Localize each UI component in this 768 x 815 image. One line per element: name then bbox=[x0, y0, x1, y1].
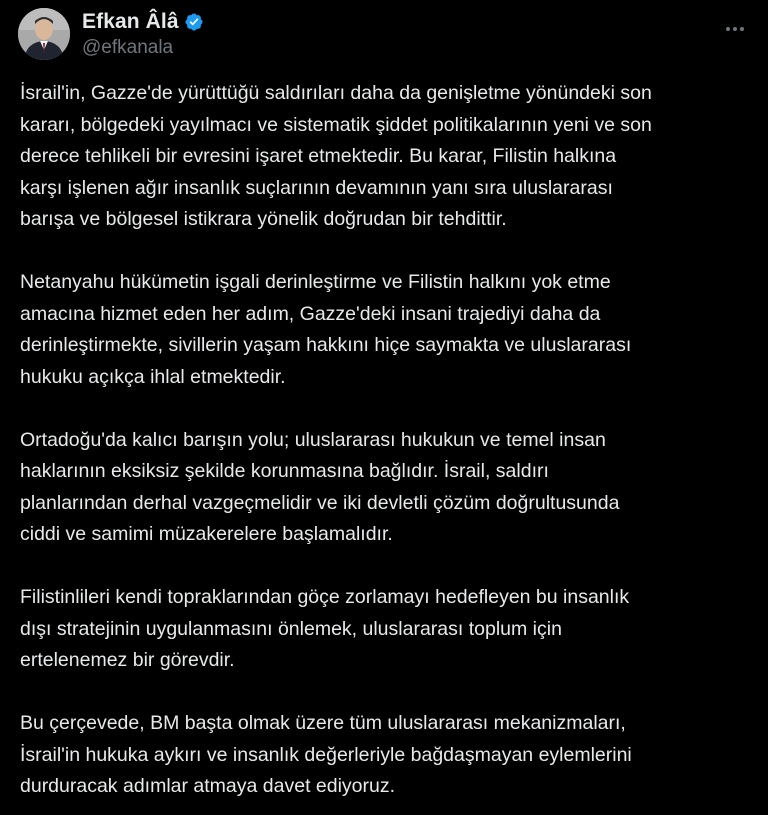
verified-badge-icon bbox=[184, 12, 204, 32]
text-line: karşı işlenen ağır insanlık suçlarının devamının yanı sıra uluslararası bbox=[20, 176, 613, 199]
text-line: amacına hizmet eden her adım, Gazze'deki insani trajediyi daha da bbox=[20, 302, 601, 325]
text-line: İsrail'in hukuka aykırı ve insanlık değerleriyle bağdaşmayan eylemlerini bbox=[20, 743, 632, 766]
text-line: derinleştirmekte, sivillerin yaşam hakkını hiçe saymakta ve uluslararası bbox=[20, 334, 632, 356]
tweet-header bbox=[18, 6, 750, 62]
tweet-paragraph bbox=[20, 425, 755, 551]
text-line: durduracak adımlar atmaya davet ediyoruz. bbox=[20, 775, 396, 797]
text-line: derece tehlikeli bir evresini işaret etmektedir. Bu karar, Filistin halkına bbox=[20, 145, 617, 167]
text-line: hukuku açıkça ihlal etmektedir. bbox=[20, 365, 286, 388]
tweet-paragraph bbox=[20, 708, 755, 803]
author-names bbox=[82, 10, 204, 59]
more-options-button[interactable] bbox=[720, 14, 750, 44]
tweet-text bbox=[20, 78, 755, 803]
text-line: İsrail'in, Gazze'de yürüttüğü saldırıları daha da genişletme yönündeki son bbox=[20, 82, 652, 104]
tweet-paragraph bbox=[20, 267, 755, 393]
text-line: ertelenemez bir görevdir. bbox=[20, 649, 235, 671]
tweet-paragraph bbox=[20, 582, 755, 677]
text-line: barışa ve bölgesel istikrara yönelik doğrudan bir tehdittir. bbox=[20, 208, 507, 230]
more-horizontal-icon bbox=[723, 17, 747, 41]
text-line: planlarından derhal vazgeçmelidir ve iki devletli çözüm doğrultusunda bbox=[20, 491, 620, 514]
text-line: Filistinlileri kendi topraklarından göçe zorlamayı hedefleyen bu insanlık bbox=[20, 586, 630, 608]
text-line: Bu çerçevede, BM başta olmak üzere tüm uluslararası mekanizmaları, bbox=[20, 712, 626, 734]
avatar[interactable] bbox=[18, 8, 70, 60]
text-line: Ortadoğu'da kalıcı barışın yolu; uluslararası hukukun ve temel insan bbox=[20, 428, 606, 451]
tweet-paragraph bbox=[20, 78, 755, 236]
text-line: Netanyahu hükümetin işgali derinleştirme ve Filistin halkını yok etme bbox=[20, 271, 611, 293]
text-line: ciddi ve samimi müzakerelere başlamalıdır. bbox=[20, 523, 393, 545]
text-line: kararı, bölgedeki yayılmacı ve sistematik şiddet politikalarının yeni ve son bbox=[20, 113, 652, 136]
display-name-row bbox=[82, 10, 204, 34]
profile-photo-icon bbox=[18, 8, 70, 60]
text-line: haklarının eksiksiz şekilde korunmasına bağlıdır. İsrail, saldırı bbox=[20, 460, 549, 482]
handle[interactable]: @efkanala bbox=[82, 37, 174, 58]
text-line: dışı stratejinin uygulanmasını önlemek, uluslararası toplum için bbox=[20, 617, 562, 640]
display-name[interactable]: Efkan Âlâ bbox=[82, 10, 179, 33]
